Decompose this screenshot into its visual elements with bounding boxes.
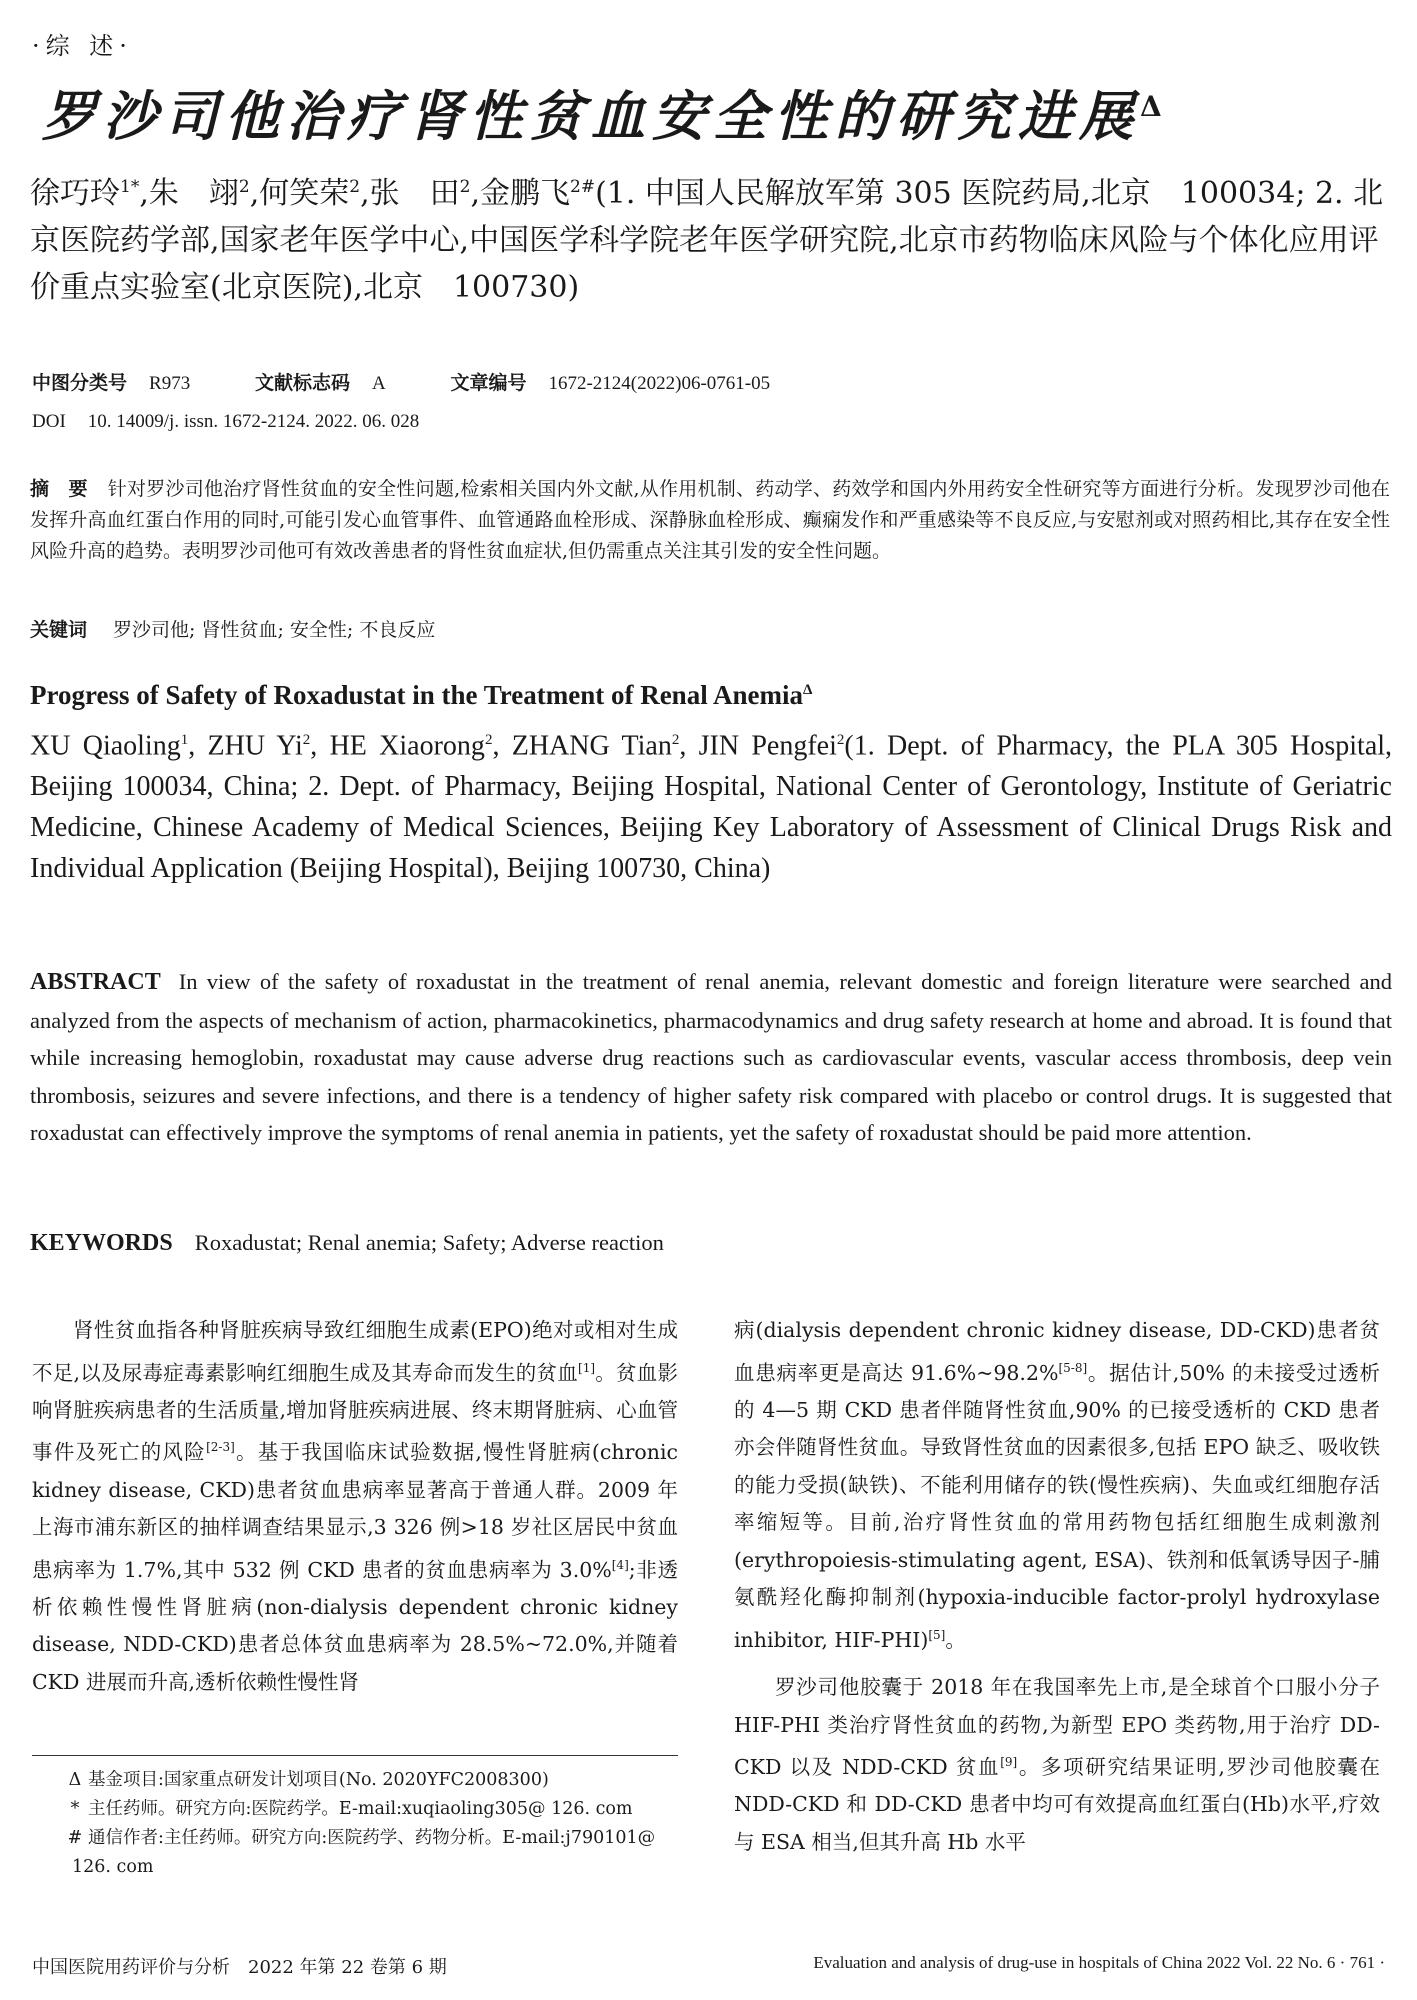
author-name: 朱 翊 (148, 176, 239, 211)
body-text: 。 (945, 1627, 966, 1652)
author-sup: 1 (180, 732, 189, 748)
citation[interactable]: [5-8] (1058, 1360, 1088, 1375)
meta-row-1 (32, 364, 770, 403)
clc-label: 中图分类号 (32, 372, 128, 394)
body-paragraph (734, 1312, 1380, 1659)
clc-value: R973 (149, 373, 191, 394)
author-name: ZHU Yi (207, 730, 303, 762)
affiliations-en: (1. Dept. of Pharmacy, the PLA 305 Hospital, Beijing 100034, China; 2. Dept. of Pharmacy, Beijing Hospital, National Center of Gerontology, Institute of Geriatric Medicine, Chinese Academy of Medical Sciences, Beijing Key Laboratory of Assessment of Clinical Drugs Risk and Individual Application (Beijing Hospital), Beijing 100730, China) (30, 730, 1393, 885)
doc-code-label: 文献标志码 (254, 372, 350, 394)
abstract-cn-label: 摘 要 (30, 478, 88, 500)
body-paragraph (734, 1669, 1380, 1861)
author-name: XU Qiaoling (30, 730, 181, 762)
body-text: 。多项研究结果证明,罗沙司他胶囊在 NDD-CKD 和 DD-CKD 患者中均可有效提高血红蛋白(Hb)水平,疗效与 ESA 相当,但其升高 Hb 水平 (734, 1754, 1380, 1854)
footnote-text: 基金项目:国家重点研发计划项目(No. 2020YFC2008300) (88, 1770, 549, 1790)
author-name: 徐巧玲 (30, 176, 120, 211)
english-title (30, 680, 812, 711)
author-name: HE Xiaorong (329, 730, 485, 762)
abstract-cn-text: 针对罗沙司他治疗肾性贫血的安全性问题,检索相关国内外文献,从作用机制、药动学、药效学和国内外用药安全性研究等方面进行分析。发现罗沙司他在发挥升高血红蛋白作用的同时,可能引发心血管事件、血管通路血栓形成、深静脉血栓形成、癫痫发作和严重感染等不良反应,与安慰剂或对照药相比,其存在安全性风险升高的趋势。表明罗沙司他可有效改善患者的肾性贫血症状,但仍需重点关注其引发的安全性问题。 (30, 478, 1390, 562)
author-sup: 2 (484, 732, 493, 748)
author-sup: 2 (349, 177, 361, 197)
footnote-text: 主任药师。研究方向:医院药学。E-mail:xuqiaoling305@ 126. com (88, 1799, 633, 1819)
body-text: 。贫血影响肾脏疾病患者的生活质量,增加肾脏疾病进展、终末期肾脏病、心血管事件及死亡的风险 (32, 1360, 679, 1465)
english-title-mark: Δ (802, 682, 813, 698)
footnote-symbol: Δ (68, 1770, 82, 1790)
doi-value: 10. 14009/j. issn. 1672-2124. 2022. 06. 028 (87, 411, 420, 432)
title-fund-mark: Δ (1140, 90, 1169, 123)
keywords-cn-text: 罗沙司他; 肾性贫血; 安全性; 不良反应 (113, 619, 436, 641)
article-title (42, 74, 1169, 151)
body-column-right (734, 1312, 1380, 1861)
article-meta (32, 364, 770, 441)
author-sup: 2 (302, 732, 311, 748)
article-no-value: 1672-2124(2022)06-0761-05 (548, 373, 771, 394)
citation[interactable]: [4] (611, 1557, 629, 1572)
author-name: 何笑荣 (259, 176, 350, 211)
footnotes (32, 1766, 678, 1882)
citation[interactable]: [9] (1000, 1755, 1018, 1770)
affiliations-cn: (1. 中国人民解放军第 305 医院药局,北京 100034; 2. 北京医院药学部,国家老年医学中心,中国医学科学院老年医学研究院,北京市药物临床风险与个体化应用评价重点实验室(北京医院),北京 100730) (30, 176, 1384, 305)
footnote (32, 1824, 678, 1882)
author-sup: 2 (671, 732, 680, 748)
footer-journal-en: Evaluation and analysis of drug-use in hospitals of China 2022 Vol. 22 No. 6 · 761 · (813, 1953, 1385, 1972)
doi-label: DOI (32, 411, 66, 432)
body-text: 。基于我国临床试验数据,慢性肾脏病(chronic kidney disease, CKD)患者贫血患病率显著高于普通人群。2009 年上海市浦东新区的抽样调查结果显示,3 326 例>18 岁社区居民中贫血患病率为 1.7%,其中 532 例 CKD 患者的贫血患病率为 3.0% (32, 1440, 678, 1582)
author-sup: 2# (570, 177, 596, 197)
doc-code-value: A (371, 373, 386, 394)
article-no-label: 文章编号 (450, 372, 527, 394)
citation[interactable]: [1] (578, 1360, 596, 1375)
body-column-left (32, 1312, 678, 1701)
author-sup: 1* (120, 177, 140, 197)
title-text: 罗沙司他治疗肾性贫血安全性的研究进展 (42, 84, 1140, 148)
keywords-en-text: Roxadustat; Renal anemia; Safety; Adverse reaction (194, 1230, 664, 1255)
abstract-cn (30, 474, 1390, 567)
author-name: 张 田 (369, 176, 460, 211)
author-sup: 2 (836, 732, 845, 748)
keywords-cn-label: 关键词 (30, 619, 88, 641)
keywords-en (30, 1230, 664, 1257)
author-block: 徐巧玲$^{1*}$,朱 翊$^2$,何笑荣$^2$,张 田$^2$,金鹏飞$^{2\#}$(1. 中国人民解放军第 305 医院药局,北京 100034; 2. 北京医院药学部,国家老年医学中心,中国医学科学院老年医学研究院,北京市药物临床风险与个体化应用评价重点实验室(北京医院),北京 100730) (30, 176, 1384, 305)
footnote-symbol: # (67, 1828, 83, 1848)
body-text: 病(dialysis dependent chronic kidney disease, DD-CKD)患者贫血患病率更是高达 91.6%~98.2% (734, 1318, 1380, 1385)
body-text: 罗沙司他胶囊于 2018 年在我国率先上市,是全球首个口服小分子 HIF-PHI 类治疗肾性贫血的药物,为新型 EPO 类药物,用于治疗 DD-CKD 以及 NDD-CKD 贫血 (734, 1675, 1380, 1779)
footnote-text: 通信作者:主任药师。研究方向:医院药学、药物分析。E-mail:j790101@ 126. com (72, 1828, 656, 1877)
citation[interactable]: [5] (928, 1627, 946, 1642)
author-name: ZHANG Tian (511, 730, 672, 762)
body-text: ;非透析依赖性慢性肾脏病(non-dialysis dependent chronic kidney disease, NDD-CKD)患者总体贫血患病率为 28.5%~72.0%,并随着 CKD 进展而升高,透析依赖性慢性肾 (32, 1557, 678, 1694)
footnote-symbol: * (70, 1799, 80, 1819)
keywords-en-label: KEYWORDS (30, 1230, 173, 1256)
footer-journal-cn: 中国医院用药评价与分析 2022 年第 22 卷第 6 期 (32, 1957, 447, 1978)
abstract-en-label: ABSTRACT (30, 969, 161, 995)
footnote-divider (32, 1755, 678, 1756)
abstract-en-text: In view of the safety of roxadustat in the treatment of renal anemia, relevant domestic and foreign literature were searched and analyzed from the aspects of mechanism of action, pharmacokinetics, pharmacodynamics and drug safety research at home and abroad. It is found that while increasing hemoglobin, roxadustat may cause adverse drug reactions such as cardiovascular events, vascular access thrombosis, deep vein thrombosis, seizures and severe infections, and there is a tendency of higher safety risk compared with placebo or control drugs. It is suggested that roxadustat can effectively improve the symptoms of renal anemia in patients, yet the safety of roxadustat should be paid more attention. (30, 969, 1392, 1145)
keywords-cn (30, 615, 435, 642)
english-title-text: Progress of Safety of Roxadustat in the Treatment of Renal Anemia (30, 680, 803, 710)
body-text: 肾性贫血指各种肾脏疾病导致红细胞生成素(EPO)绝对或相对生成不足,以及尿毒症毒素影响红细胞生成及其寿命而发生的贫血 (32, 1318, 678, 1385)
author-sup: 2 (459, 177, 471, 197)
meta-row-2 (32, 403, 770, 441)
body-paragraph (32, 1312, 678, 1701)
author-sup: 2 (238, 177, 250, 197)
footnote (32, 1766, 678, 1795)
author-name: 金鹏飞 (480, 176, 570, 211)
body-text: 。据估计,50% 的未接受过透析的 4—5 期 CKD 患者伴随肾性贫血,90% 的已接受透析的 CKD 患者亦会伴随肾性贫血。导致肾性贫血的因素很多,包括 EPO 缺乏、吸收铁的能力受损(缺铁)、不能利用储存的铁(慢性疾病)、失血或红细胞存活率缩短等。目前,治疗肾性贫血的常用药物包括红细胞生成刺激剂(erythropoiesis-stimulating agent, ESA)、铁剂和低氧诱导因子-脯氨酰羟化酶抑制剂(hypoxia-inducible factor-prolyl hydroxylase inhibitor, HIF-PHI) (734, 1360, 1380, 1652)
author-name: JIN Pengfei (698, 730, 837, 762)
citation[interactable]: [2-3] (206, 1440, 235, 1455)
english-author-block: XU Qiaoling$^1$, ZHU Yi$^2$, HE Xiaorong$^2$, ZHANG Tian$^2$, JIN Pengfei$^2$(1. Dept. of Pharmacy, the PLA 305 Hospital, Beijing 100034, China; 2. Dept. of Pharmacy, Beijing Hospital, National Center of Gerontology, Institute of Geriatric Medicine, Chinese Academy of Medical Sciences, Beijing Key Laboratory of Assessment of Clinical Drugs Risk and Individual Application (Beijing Hospital), Beijing 100730, China) (30, 730, 1393, 885)
abstract-en (30, 963, 1392, 1152)
footnote (32, 1795, 678, 1824)
section-tag: ·综 述· (32, 32, 133, 60)
